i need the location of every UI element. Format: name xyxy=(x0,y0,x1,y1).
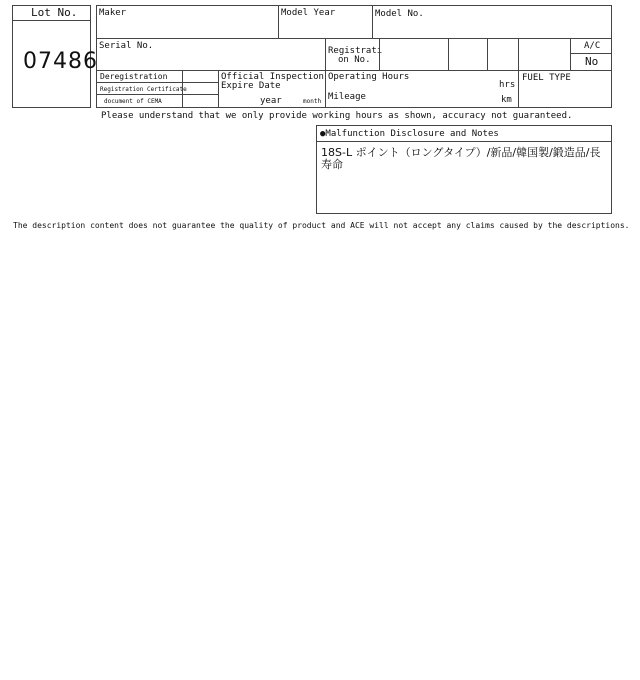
ac-label: A/C xyxy=(584,41,601,51)
registration-value-1 xyxy=(379,38,449,71)
model-no-label: Model No. xyxy=(375,9,424,19)
reg-cert-label: Registration Certificate xyxy=(100,86,187,93)
inspection-label-1: Official Inspection xyxy=(221,72,324,82)
km-unit: km xyxy=(501,95,512,105)
registration-value-2 xyxy=(448,38,488,71)
inspection-month: month xyxy=(303,98,322,105)
registration-value-3 xyxy=(487,38,519,71)
hours-notice: Please understand that we only provide working hours as shown, accuracy not guaranteed. xyxy=(101,111,573,121)
inspection-label-2: Expire Date xyxy=(221,81,281,91)
maker-label: Maker xyxy=(99,8,127,18)
serial-no-label: Serial No. xyxy=(99,41,154,51)
operating-hours-label: Operating Hours xyxy=(328,72,410,82)
registration-label-1: Registrati xyxy=(328,46,383,56)
inspection-year: year xyxy=(260,96,282,106)
ac-value: No xyxy=(585,55,599,68)
mileage-label: Mileage xyxy=(328,92,366,102)
deregistration-label: Deregistration xyxy=(100,72,168,81)
lot-label: Lot No. xyxy=(31,6,78,19)
notes-body: 18S-L ポイント（ロングタイプ）/新品/韓国製/鍛造品/長寿命 xyxy=(321,146,601,171)
notes-title: ●Malfunction Disclosure and Notes xyxy=(320,129,499,139)
disclaimer: The description content does not guarantee the quality of product and ACE will not accept any claims caused by the descriptions. xyxy=(13,221,630,230)
cema-label: document of CEMA xyxy=(104,98,162,105)
hrs-unit: hrs xyxy=(499,80,516,90)
registration-value-4 xyxy=(518,38,571,71)
model-year-label: Model Year xyxy=(281,8,336,18)
registration-label-2: on No. xyxy=(338,55,371,65)
fuel-type-label: FUEL TYPE xyxy=(522,73,571,83)
cema-value xyxy=(182,94,219,108)
lot-number: 07486 xyxy=(23,49,98,74)
